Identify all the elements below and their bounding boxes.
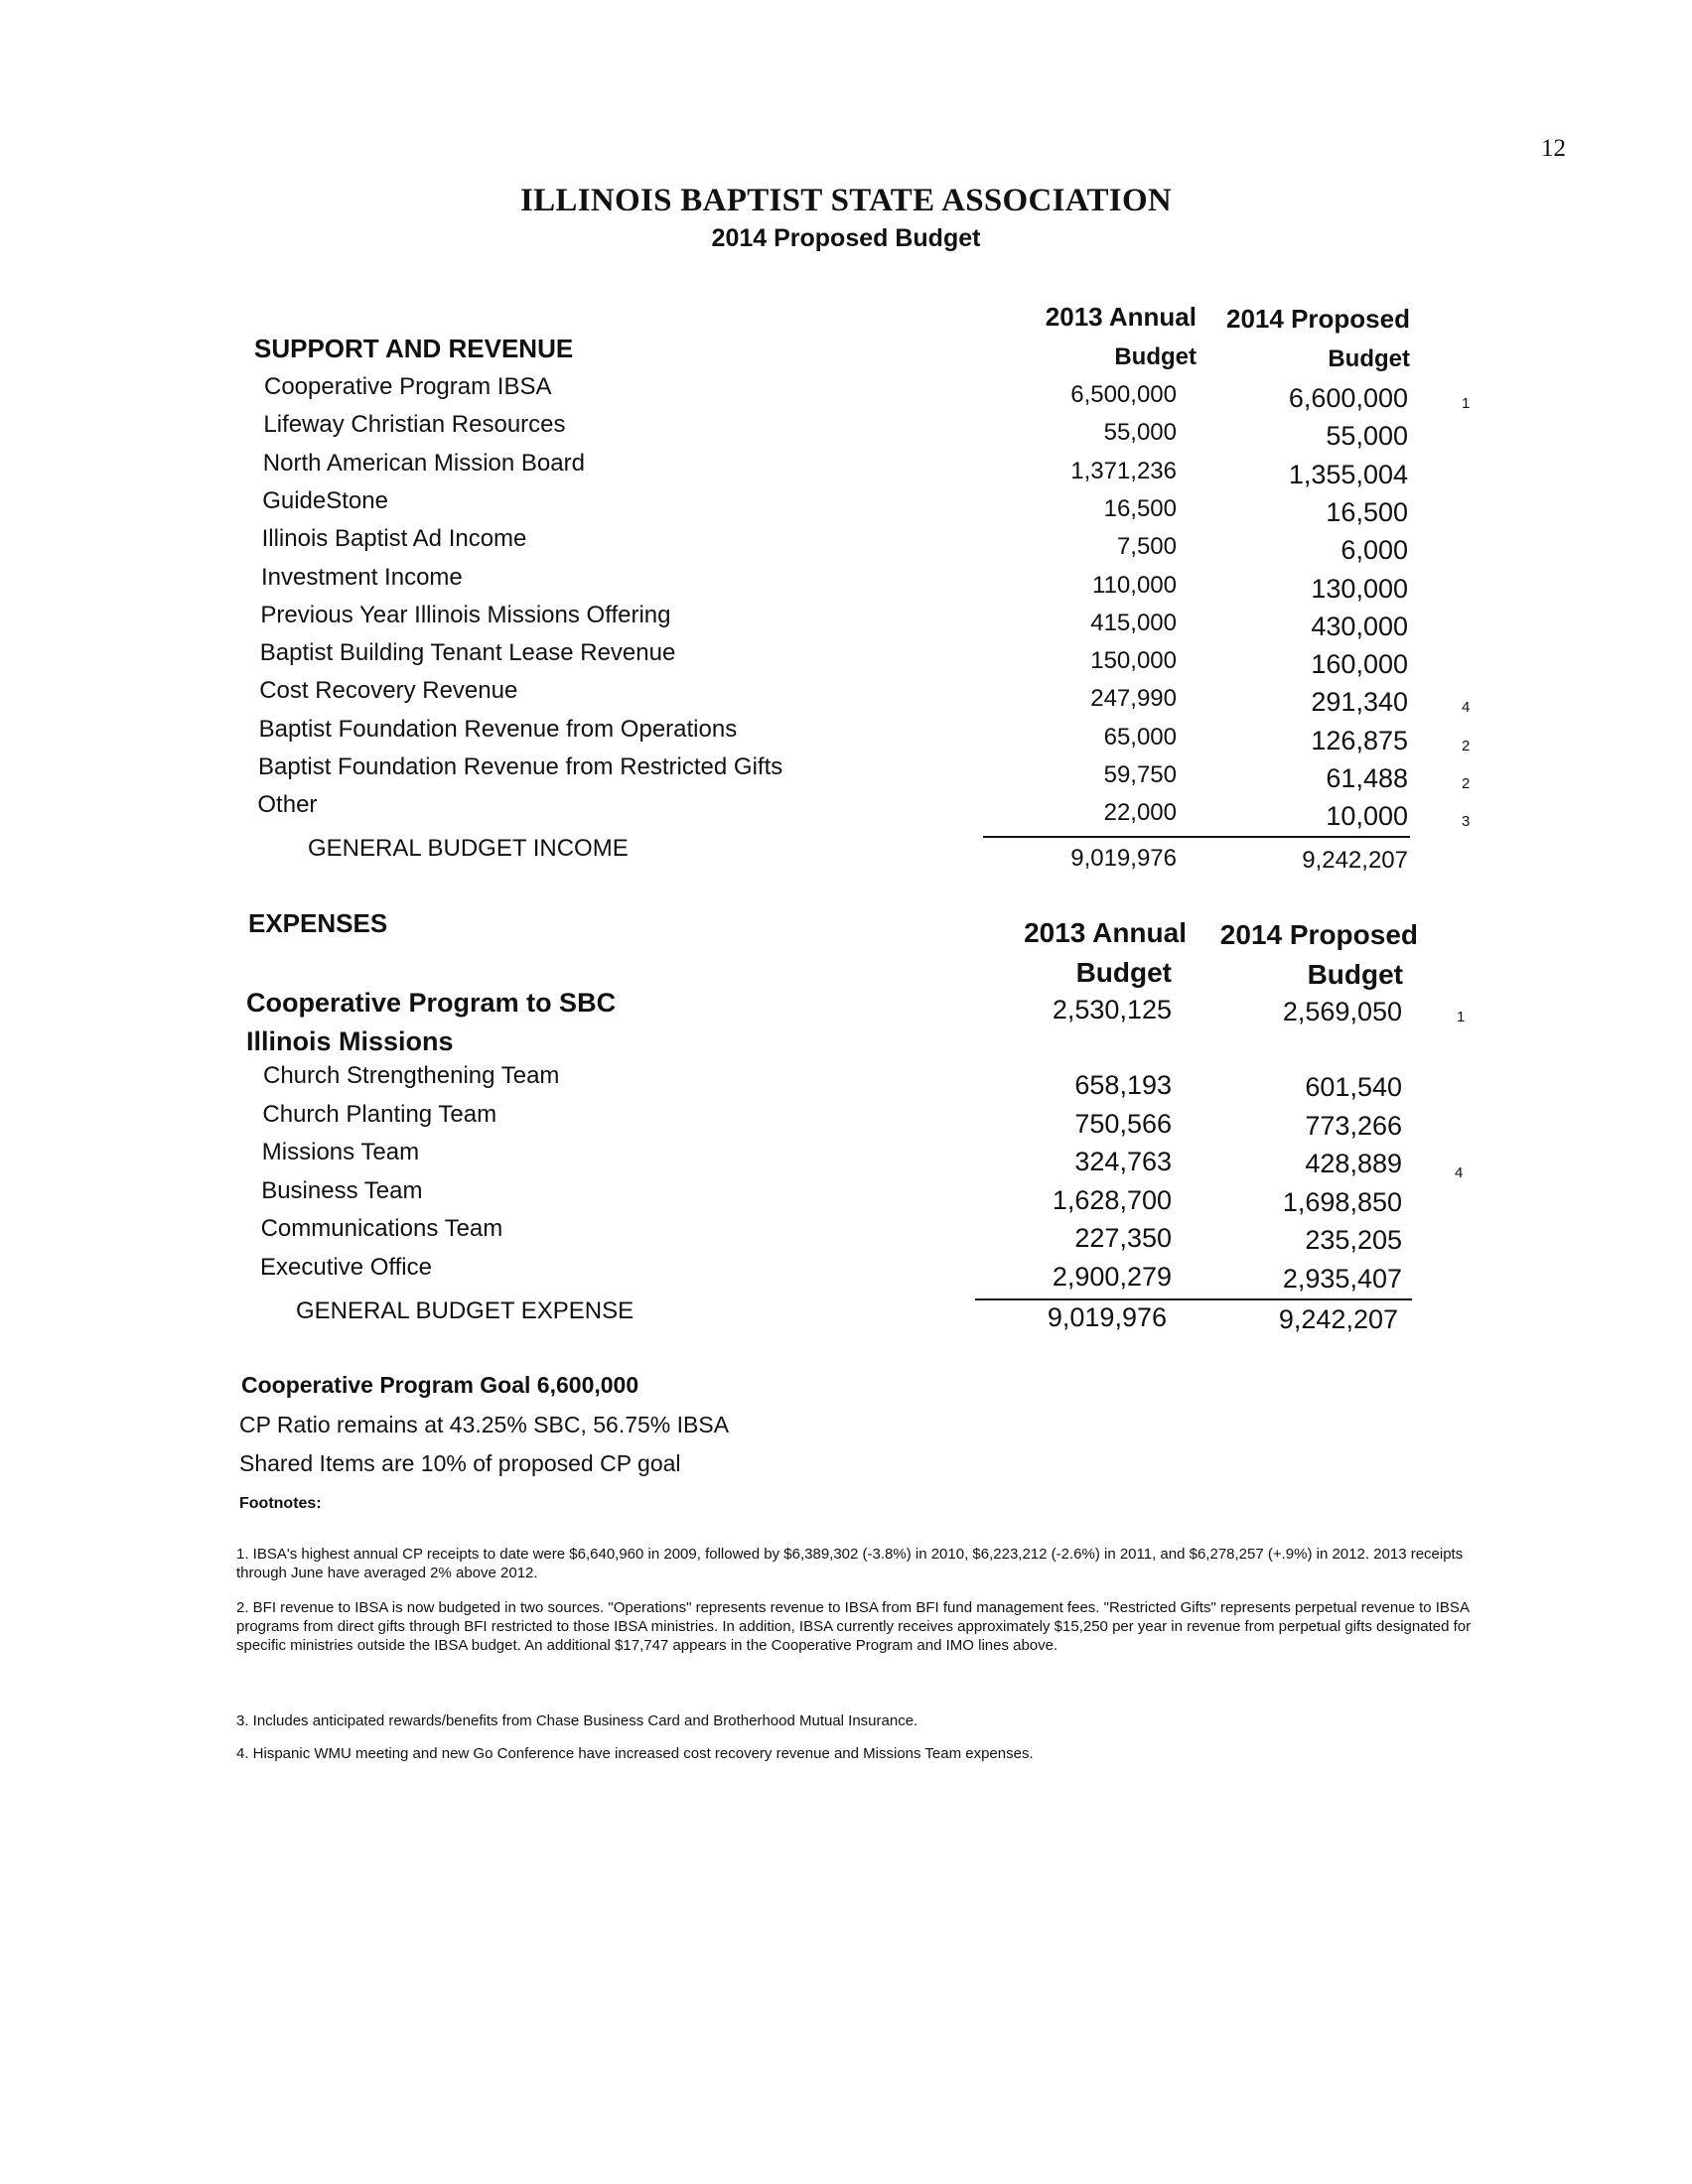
revenue-row-2014: 55,000: [1326, 421, 1408, 452]
expenses-row-2014: 773,266: [1305, 1110, 1402, 1141]
revenue-row-label: Baptist Foundation Revenue from Restricted Gifts: [258, 753, 783, 780]
expenses-row-2014: 601,540: [1305, 1072, 1402, 1102]
cp-goal-note: Cooperative Program Goal 6,600,000: [241, 1372, 639, 1398]
revenue-row-label: Lifeway Christian Resources: [263, 411, 566, 439]
expenses-row-label: Church Strengthening Team: [263, 1062, 560, 1089]
revenue-row-footnote-ref: 4: [1462, 699, 1471, 717]
cp-ratio-note: CP Ratio remains at 43.25% SBC, 56.75% IBSA: [239, 1412, 730, 1437]
revenue-col-2014-head: 2014 Proposed: [1226, 304, 1410, 334]
revenue-row-label: Baptist Building Tenant Lease Revenue: [259, 639, 676, 667]
revenue-row-2013: 415,000: [1090, 609, 1177, 636]
expenses-row-label: Business Team: [261, 1176, 423, 1204]
expenses-col-2014-head: 2014 Proposed: [1219, 919, 1418, 950]
revenue-row-label: Other: [257, 791, 318, 819]
expenses-row-2014: 1,698,850: [1282, 1186, 1402, 1217]
revenue-row-2013: 59,750: [1103, 761, 1177, 788]
expenses-row-2014: 2,935,407: [1282, 1264, 1402, 1294]
revenue-col-2014-subhead: Budget: [1328, 345, 1410, 372]
revenue-row-2013: 247,990: [1090, 685, 1177, 713]
revenue-row-2013: 1,371,236: [1070, 457, 1177, 484]
expenses-row-2013: 2,900,279: [1052, 1262, 1172, 1292]
revenue-row-label: Previous Year Illinois Missions Offering: [260, 601, 671, 628]
revenue-row-2013: 110,000: [1092, 571, 1177, 599]
revenue-row-2014: 6,600,000: [1288, 383, 1408, 413]
revenue-row-2013: 7,500: [1116, 533, 1177, 561]
revenue-row-footnote-ref: 3: [1462, 813, 1471, 831]
cp-to-sbc-footnote-ref: 1: [1457, 1009, 1466, 1025]
expenses-col-2014-subhead: Budget: [1307, 959, 1403, 990]
organization-title: ILLINOIS BAPTIST STATE ASSOCIATION: [519, 183, 1173, 218]
document-subtitle: 2014 Proposed Budget: [711, 224, 981, 252]
revenue-total-2013: 9,019,976: [1070, 845, 1177, 872]
expenses-row-label: Church Planting Team: [262, 1100, 497, 1128]
revenue-row-2014: 126,875: [1311, 725, 1408, 755]
revenue-row-label: Cost Recovery Revenue: [259, 677, 518, 705]
revenue-row-label: Investment Income: [261, 563, 463, 591]
illinois-missions-label: Illinois Missions: [246, 1026, 454, 1056]
revenue-section-title: SUPPORT AND REVENUE: [254, 334, 574, 363]
revenue-row-footnote-ref: 1: [1462, 395, 1471, 412]
expenses-row-2013: 324,763: [1074, 1147, 1172, 1177]
expenses-section-title: EXPENSES: [248, 908, 388, 938]
revenue-total-2014: 9,242,207: [1302, 847, 1408, 874]
expense-total-label: GENERAL BUDGET EXPENSE: [296, 1297, 634, 1324]
expenses-row-2013: 658,193: [1074, 1070, 1172, 1100]
revenue-row-label: North American Mission Board: [262, 449, 585, 477]
revenue-row-label: Baptist Foundation Revenue from Operations: [258, 715, 738, 743]
revenue-row-label: Illinois Baptist Ad Income: [261, 525, 527, 553]
expenses-row-2013: 227,350: [1074, 1223, 1172, 1254]
expenses-col-2013-subhead: Budget: [1075, 957, 1172, 988]
revenue-row-footnote-ref: 2: [1462, 775, 1471, 792]
revenue-total-rule: [983, 836, 1410, 838]
expense-total-2014: 9,242,207: [1278, 1304, 1398, 1334]
expenses-row-2013: 750,566: [1074, 1108, 1172, 1139]
cp-to-sbc-2014: 2,569,050: [1282, 997, 1402, 1026]
page-number: 12: [1541, 135, 1566, 162]
revenue-row-2014: 6,000: [1340, 535, 1408, 566]
revenue-row-2014: 61,488: [1326, 763, 1408, 793]
expense-total-rule: [975, 1298, 1412, 1300]
revenue-row-2014: 16,500: [1326, 496, 1408, 527]
footnote-3: 3. Includes anticipated rewards/benefits from Chase Business Card and Brotherhood Mutual Insurance.: [236, 1712, 918, 1729]
expenses-row-2014: 235,205: [1305, 1225, 1402, 1256]
revenue-row-2013: 6,500,000: [1070, 381, 1177, 408]
revenue-row-footnote-ref: 2: [1462, 737, 1471, 754]
revenue-row-2014: 10,000: [1326, 801, 1408, 832]
revenue-total-label: GENERAL BUDGET INCOME: [308, 835, 629, 862]
revenue-row-2014: 430,000: [1311, 611, 1408, 641]
revenue-row-2013: 55,000: [1103, 419, 1177, 447]
shared-items-note: Shared Items are 10% of proposed CP goal: [239, 1450, 681, 1476]
revenue-row-2013: 22,000: [1103, 799, 1177, 827]
footnote-2: 2. BFI revenue to IBSA is now budgeted in two sources. "Operations" represents revenue to IBSA from BFI fund management fees. "Restricted Gifts" represents perpetual revenue to IBSA programs from direct gifts through BFI restricted to those IBSA ministries. In addition, IBSA currently receives approximately $15,250 per year in revenue from perpetual gifts designated for specific ministries outside the IBSA budget. An additional $17,747 appears in the Cooperative Program and IMO lines above.: [236, 1599, 1472, 1654]
revenue-row-2014: 291,340: [1311, 687, 1408, 718]
revenue-col-2013-head: 2013 Annual: [1045, 302, 1197, 332]
expenses-row-footnote-ref: 4: [1455, 1164, 1464, 1182]
expenses-row-label: Missions Team: [261, 1139, 420, 1166]
footnotes-label: Footnotes:: [239, 1495, 322, 1512]
cp-to-sbc-2013: 2,530,125: [1052, 995, 1172, 1024]
expenses-row-2013: 1,628,700: [1052, 1184, 1172, 1215]
footnote-4: 4. Hispanic WMU meeting and new Go Conference have increased cost recovery revenue and Missions Team expenses.: [236, 1745, 1034, 1762]
revenue-row-2014: 1,355,004: [1288, 459, 1408, 489]
revenue-row-2013: 65,000: [1103, 723, 1177, 751]
expenses-row-2014: 428,889: [1305, 1149, 1402, 1179]
revenue-row-label: GuideStone: [262, 486, 388, 514]
expense-total-2013: 9,019,976: [1047, 1302, 1167, 1332]
cp-to-sbc-label: Cooperative Program to SBC: [246, 988, 617, 1018]
revenue-row-2013: 16,500: [1103, 494, 1177, 522]
footnote-1: 1. IBSA's highest annual CP receipts to date were $6,640,960 in 2009, followed by $6,389,302 (-3.8%) in 2010, $6,223,212 (-2.6%) in 2011, and $6,278,257 (+.9%) in 2012. 2013 receipts through June have averaged 2% above 2012.: [236, 1546, 1464, 1581]
expenses-col-2013-head: 2013 Annual: [1024, 917, 1187, 948]
revenue-row-label: Cooperative Program IBSA: [264, 373, 552, 400]
revenue-row-2014: 160,000: [1311, 649, 1408, 680]
expenses-row-label: Executive Office: [260, 1254, 432, 1281]
expenses-row-label: Communications Team: [260, 1215, 503, 1243]
revenue-row-2014: 130,000: [1311, 573, 1408, 604]
revenue-row-2013: 150,000: [1090, 647, 1177, 675]
revenue-col-2013-subhead: Budget: [1114, 343, 1197, 370]
